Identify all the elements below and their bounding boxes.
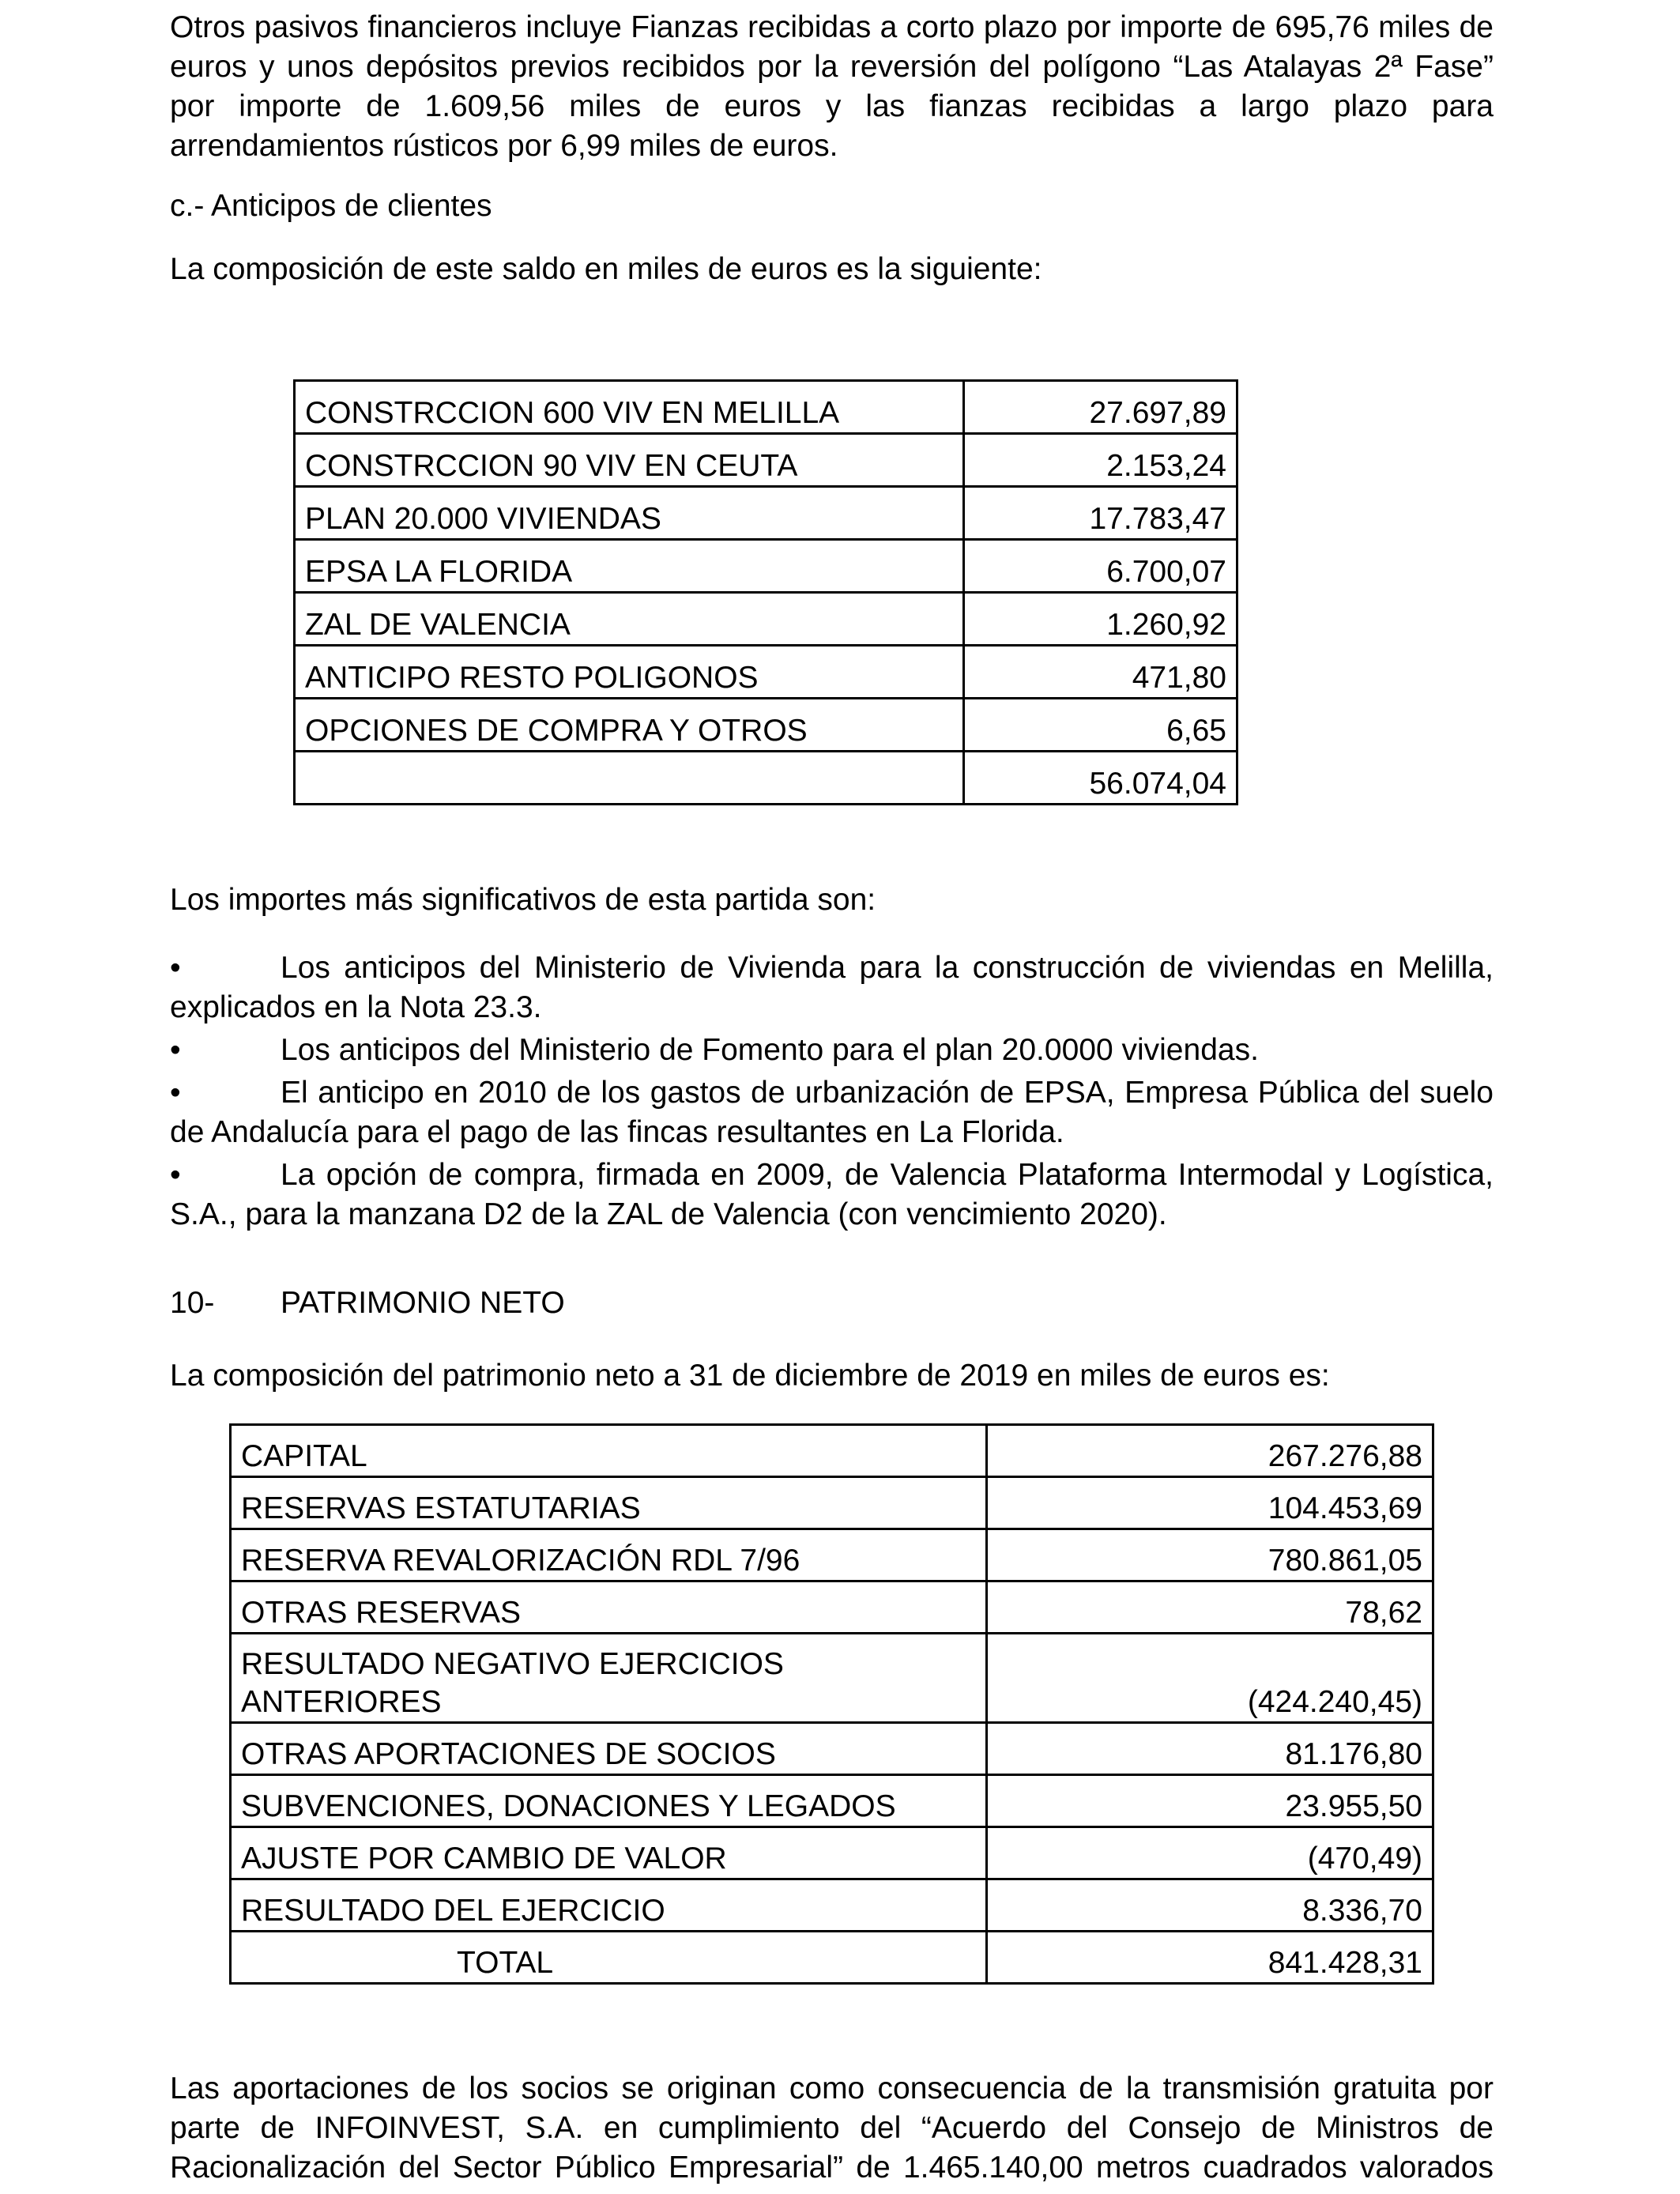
list-item — [170, 1031, 1494, 1070]
table-cell-value: 27.697,89 — [964, 381, 1237, 434]
table-cell-label: CAPITAL — [231, 1425, 987, 1477]
table-cell-label: OTRAS APORTACIONES DE SOCIOS — [231, 1723, 987, 1775]
list-item — [170, 1073, 1494, 1152]
bullet-text-line2: de Andalucía para el pago de las fincas resultantes en La Florida. — [170, 1115, 1064, 1149]
table-cell-label: ZAL DE VALENCIA — [295, 593, 964, 646]
table-cell-value: 780.861,05 — [987, 1529, 1433, 1581]
table-cell-label: ANTICIPO RESTO POLIGONOS — [295, 646, 964, 699]
section-number: 10- — [170, 1286, 215, 1320]
table-cell-value: 104.453,69 — [987, 1477, 1433, 1529]
table-row — [231, 1827, 1433, 1879]
closing-paragraph: Las aportaciones de los socios se originan como consecuencia de la transmisión gratuita por parte de INFOINVEST, S.A. en cumplimiento del “Acuerdo del Consejo de Ministros de Racionalización del Sector Público Empresarial” de 1.465.140,00 metros cuadrados valorados — [170, 2071, 1494, 2185]
table-total-label: TOTAL — [231, 1932, 987, 1984]
table-cell-label: CONSTRCCION 600 VIV EN MELILLA — [295, 381, 964, 434]
table-cell-label: SUBVENCIONES, DONACIONES Y LEGADOS — [231, 1775, 987, 1827]
table-row — [231, 1723, 1433, 1775]
bullet-text-line1: El anticipo en 2010 de los gastos de urbanización de EPSA, Empresa Pública del suelo — [281, 1076, 1494, 1110]
section-title: PATRIMONIO NETO — [281, 1286, 565, 1320]
bullet-text-line2: explicados en la Nota 23.3. — [170, 990, 542, 1024]
bullet-text-line1: Los anticipos del Ministerio de Vivienda para la construcción de viviendas en Melilla, — [281, 951, 1494, 985]
table-cell-value: 6,65 — [964, 699, 1237, 752]
table-cell-label: RESERVAS ESTATUTARIAS — [231, 1477, 987, 1529]
significativos-intro: Los importes más significativos de esta partida son: — [170, 883, 876, 917]
table-row — [295, 487, 1237, 540]
bullet-icon: • — [170, 1033, 181, 1067]
table-cell-label — [231, 1634, 987, 1723]
bullet-text-line1: La opción de compra, firmada en 2009, de Valencia Plataforma Intermodal y Logística, — [281, 1158, 1494, 1192]
list-item — [170, 948, 1494, 1027]
table-cell-label: OTRAS RESERVAS — [231, 1581, 987, 1634]
table-row — [231, 1775, 1433, 1827]
anticipos-intro: La composición de este saldo en miles de euros es la siguiente: — [170, 252, 1042, 286]
bullet-icon: • — [170, 1076, 181, 1110]
bullet-icon: • — [170, 951, 181, 985]
table-total-value: 56.074,04 — [964, 752, 1237, 805]
table-cell-label: AJUSTE POR CAMBIO DE VALOR — [231, 1827, 987, 1879]
table-row — [231, 1529, 1433, 1581]
bullet-icon: • — [170, 1158, 181, 1192]
table-row — [231, 1581, 1433, 1634]
table-cell-label-line2: ANTERIORES — [241, 1685, 442, 1719]
table-cell-value: 23.955,50 — [987, 1775, 1433, 1827]
intro-paragraph: Otros pasivos financieros incluye Fianzas recibidas a corto plazo por importe de 695,76 miles de euros y unos depósitos previos recibidos por la reversión del polígono “Las Atalayas 2ª Fase” por importe de 1.609,56 miles de euros y las fianzas recibidas a largo plazo para arrendamientos rústicos por 6,99 miles de euros. — [170, 10, 1494, 163]
anticipos-table — [293, 379, 1238, 805]
table-row — [231, 1879, 1433, 1932]
patrimonio-table — [229, 1423, 1434, 1985]
bullet-list — [170, 948, 1494, 1235]
table-cell-value: 78,62 — [987, 1581, 1433, 1634]
table-cell-label: RESERVA REVALORIZACIÓN RDL 7/96 — [231, 1529, 987, 1581]
table-row — [231, 1477, 1433, 1529]
table-cell-empty — [295, 752, 964, 805]
table-cell-label-line1: RESULTADO NEGATIVO EJERCICIOS — [241, 1647, 784, 1681]
table-cell-value: 1.260,92 — [964, 593, 1237, 646]
table-cell-value: 471,80 — [964, 646, 1237, 699]
table-row — [231, 1425, 1433, 1477]
table-cell-value: 2.153,24 — [964, 434, 1237, 487]
section-c-heading: c.- Anticipos de clientes — [170, 189, 492, 223]
bullet-text-line2: S.A., para la manzana D2 de la ZAL de Valencia (con vencimiento 2020). — [170, 1197, 1167, 1231]
table-total-row — [231, 1932, 1433, 1984]
table-cell-value: 8.336,70 — [987, 1879, 1433, 1932]
table-row — [295, 540, 1237, 593]
table-row — [295, 434, 1237, 487]
table-row — [231, 1634, 1433, 1723]
table-cell-label: EPSA LA FLORIDA — [295, 540, 964, 593]
table-row — [295, 593, 1237, 646]
bullet-text-line1: Los anticipos del Ministerio de Fomento para el plan 20.0000 viviendas. — [281, 1033, 1259, 1067]
table-cell-value: 81.176,80 — [987, 1723, 1433, 1775]
table-cell-value: 17.783,47 — [964, 487, 1237, 540]
table-row — [295, 699, 1237, 752]
table-cell-label: PLAN 20.000 VIVIENDAS — [295, 487, 964, 540]
table-cell-value: (424.240,45) — [987, 1634, 1433, 1723]
list-item — [170, 1155, 1494, 1235]
table-total-value: 841.428,31 — [987, 1932, 1433, 1984]
table-cell-value: 6.700,07 — [964, 540, 1237, 593]
table-cell-value: 267.276,88 — [987, 1425, 1433, 1477]
table-row — [295, 646, 1237, 699]
table-cell-label: RESULTADO DEL EJERCICIO — [231, 1879, 987, 1932]
table-total-row — [295, 752, 1237, 805]
table-row — [295, 381, 1237, 434]
table-cell-value: (470,49) — [987, 1827, 1433, 1879]
section-10-heading — [170, 1284, 1494, 1323]
patrimonio-intro: La composición del patrimonio neto a 31 de diciembre de 2019 en miles de euros es: — [170, 1359, 1330, 1393]
table-cell-label: OPCIONES DE COMPRA Y OTROS — [295, 699, 964, 752]
table-cell-label: CONSTRCCION 90 VIV EN CEUTA — [295, 434, 964, 487]
